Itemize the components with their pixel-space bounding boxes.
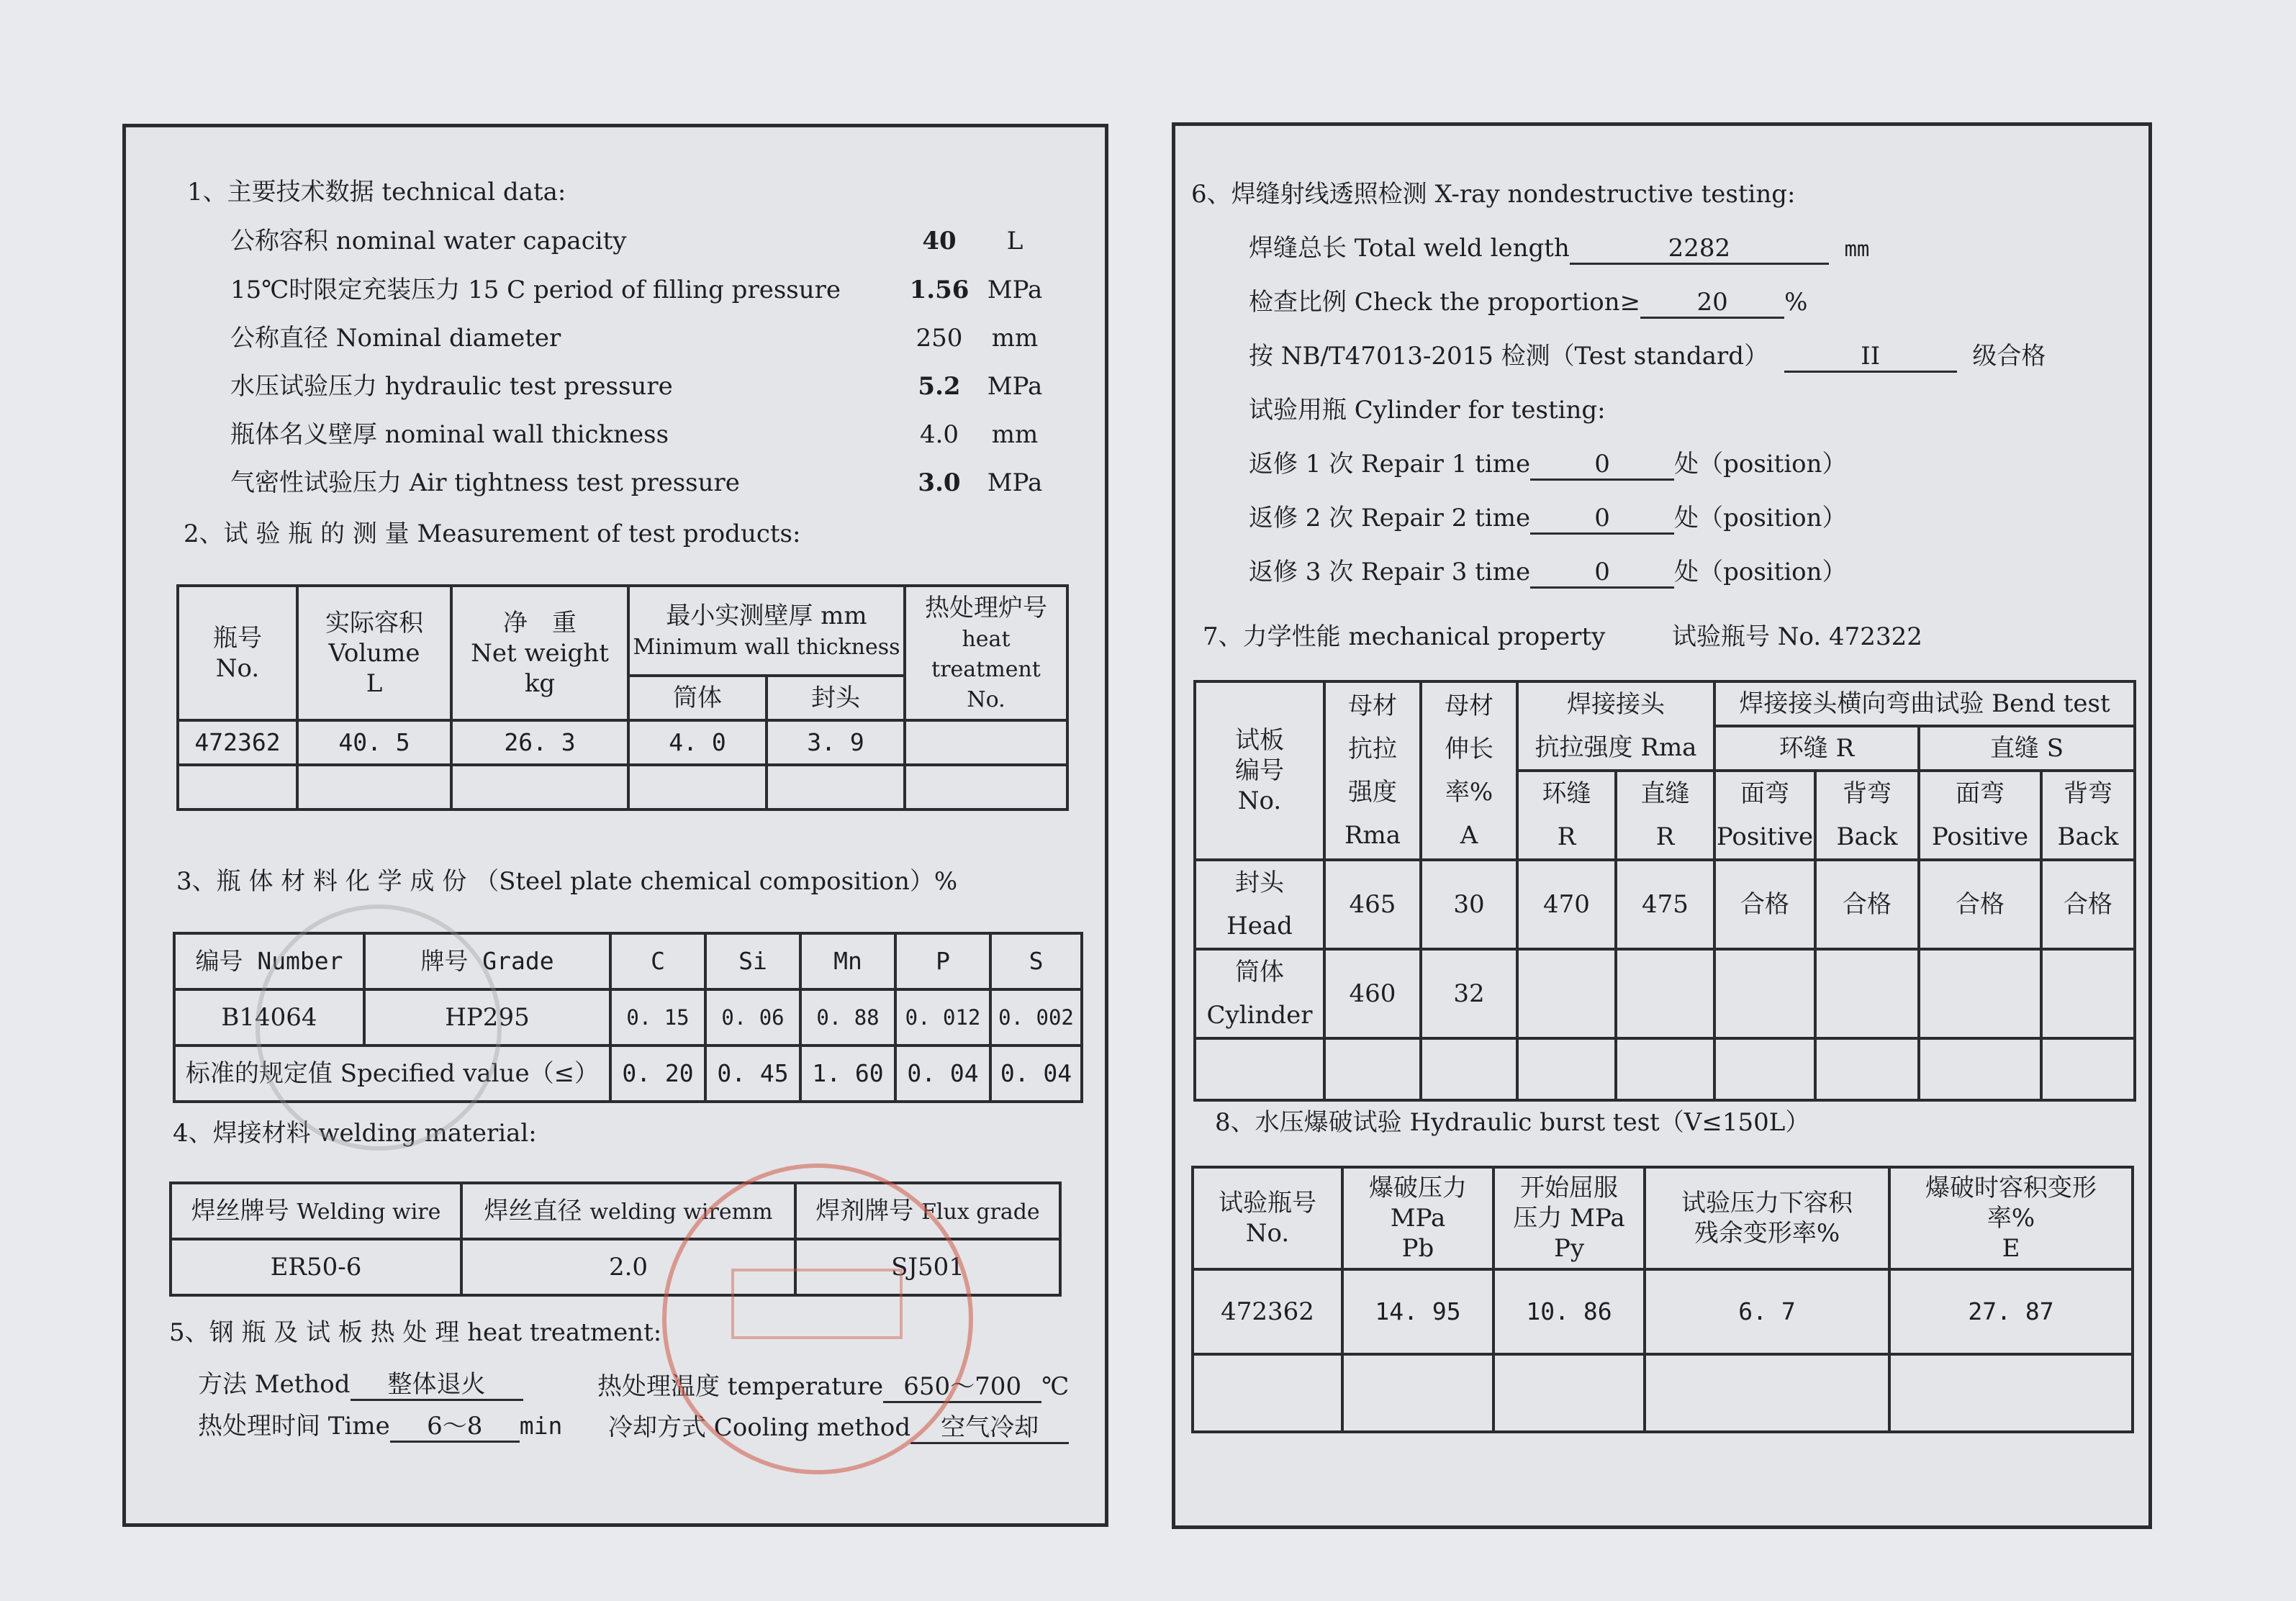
header-diameter: 焊丝直径 welding wiremm [461, 1183, 795, 1239]
tech-value: 40 [922, 227, 957, 255]
repair-suffix: 处（position） [1674, 504, 1847, 532]
section6-heading: 6、焊缝射线透照检测 X-ray nondestructive testing: [1191, 180, 1796, 209]
cell-burst-pressure: 14. 95 [1342, 1269, 1493, 1354]
time-value: 6～8 [390, 1412, 520, 1443]
cell-bottle-no: 472362 [1193, 1269, 1342, 1354]
tech-value: 5.2 [918, 372, 961, 401]
cell-empty [1616, 1038, 1714, 1100]
cell-straight: 475 [1616, 860, 1714, 949]
cell-empty [1517, 1038, 1616, 1100]
cell-empty [297, 765, 451, 809]
repair-row [1249, 558, 1847, 589]
time-label: 热处理时间 Time [198, 1412, 390, 1441]
tech-value: 3.0 [918, 468, 961, 497]
cell-empty [1421, 1038, 1517, 1100]
header-wire: 焊丝牌号 Welding wire [171, 1183, 461, 1239]
weld-length-row [1249, 234, 1869, 265]
cell-c: 0. 15 [610, 989, 705, 1046]
cell-p: 0. 012 [895, 989, 990, 1046]
cell-empty [1195, 1038, 1324, 1100]
table-row [1195, 949, 2135, 1038]
cell-empty [1342, 1354, 1493, 1432]
header-bottle-no: 试验瓶号 No. [1193, 1167, 1342, 1269]
mechanical-table [1193, 680, 2136, 1102]
proportion-value: 20 [1640, 288, 1784, 319]
seal-date-box [731, 1269, 903, 1339]
header-joint-rma: 焊接接头 抗拉强度 Rma [1517, 681, 1714, 771]
time-row [198, 1412, 562, 1443]
weld-length-value: 2282 [1570, 234, 1829, 265]
cylinder-testing-label: 试验用瓶 Cylinder for testing: [1249, 396, 1606, 425]
header-body: 筒体 [628, 676, 767, 720]
cell-heat [905, 720, 1067, 765]
tech-unit: mm [991, 420, 1039, 449]
cell-rma: 460 [1324, 949, 1421, 1038]
bottle-number: 试验瓶号 No. 472322 [1672, 622, 1922, 651]
standard-suffix: 级合格 [1972, 342, 2046, 371]
header-weight: 净 重 Net weight kg [451, 586, 628, 720]
cell-straight-back [2041, 949, 2135, 1038]
cell-residual: 6. 7 [1645, 1269, 1889, 1354]
table-row [1193, 1354, 2133, 1432]
header-s: S [990, 933, 1082, 989]
cell-spec-si: 0. 45 [705, 1046, 800, 1102]
tech-unit: MPa [987, 468, 1043, 497]
header-straight: 直缝 R [1616, 771, 1714, 860]
header-no: 瓶号 No. [178, 586, 297, 720]
header-mn: Mn [800, 933, 895, 989]
header-grade: 牌号 Grade [364, 933, 610, 989]
section5-heading: 5、钢 瓶 及 试 板 热 处 理 heat treatment: [169, 1318, 662, 1347]
repair-label: 返修 1 次 Repair 1 time [1249, 450, 1531, 479]
cell-empty [1815, 1038, 1919, 1100]
cell-si: 0. 06 [705, 989, 800, 1046]
header-yield-pressure: 开始屈服 压力 MPa Py [1493, 1167, 1645, 1269]
header-ring-seam: 环缝 R [1714, 726, 1919, 771]
section2-heading: 2、试 验 瓶 的 测 量 Measurement of test products: [184, 520, 801, 548]
cell-straight-positive [1919, 949, 2041, 1038]
tech-unit: MPa [987, 276, 1043, 304]
cell-empty [1714, 1038, 1815, 1100]
cell-ring-positive [1714, 949, 1815, 1038]
header-straight-seam: 直缝 S [1919, 726, 2135, 771]
repair-suffix: 处（position） [1674, 450, 1847, 479]
cell-empty [1919, 1038, 2041, 1100]
cell-rma: 465 [1324, 860, 1421, 949]
repair-value: 0 [1530, 558, 1674, 589]
repair-label: 返修 3 次 Repair 3 time [1249, 558, 1531, 586]
cell-spec-label: 标准的规定值 Specified value（≤） [174, 1046, 610, 1102]
header-ring-positive: 面弯 Positive [1714, 771, 1815, 860]
method-label: 方法 Method [198, 1370, 351, 1399]
cell-empty [1645, 1354, 1889, 1432]
section3-heading: 3、瓶 体 材 料 化 学 成 份 （Steel plate chemical composition）% [176, 867, 958, 896]
header-min-thickness: 最小实测壁厚 mm Minimum wall thickness [628, 586, 905, 676]
grey-seal-stamp [256, 904, 502, 1151]
cell-no: 472362 [178, 720, 297, 765]
cell-number: B14064 [174, 989, 364, 1046]
cell-ring-positive: 合格 [1714, 860, 1815, 949]
method-value: 整体退火 [351, 1370, 523, 1401]
cell-a: 32 [1421, 949, 1517, 1038]
cell-burst-deformation: 27. 87 [1889, 1269, 2133, 1354]
header-ring-back: 背弯 Back [1815, 771, 1919, 860]
repair-suffix: 处（position） [1674, 558, 1847, 586]
left-page [122, 124, 1108, 1527]
cell-s: 0. 002 [990, 989, 1082, 1046]
section8-heading: 8、水压爆破试验 Hydraulic burst test（V≤150L） [1215, 1108, 1810, 1137]
header-base-rma: 母材 抗拉 强度 Rma [1324, 681, 1421, 860]
header-si: Si [705, 933, 800, 989]
tech-value: 4.0 [919, 420, 959, 449]
time-unit: min [519, 1412, 563, 1440]
proportion-label: 检查比例 Check the proportion≥ [1249, 288, 1641, 317]
cell-empty [2041, 1038, 2135, 1100]
cell-diameter: 2.0 [461, 1239, 795, 1295]
cell-body: 4. 0 [628, 720, 767, 765]
tech-label: 瓶体名义壁厚 nominal wall thickness [230, 420, 669, 449]
repair-row [1249, 450, 1847, 481]
cell-ring-back: 合格 [1815, 860, 1919, 949]
cell-ring [1517, 949, 1616, 1038]
cell-ring-back [1815, 949, 1919, 1038]
section1-heading: 1、主要技术数据 technical data: [187, 178, 566, 207]
measurement-table [176, 584, 1069, 811]
standard-value: II [1784, 342, 1957, 373]
header-base-a: 母材 伸长 率% A [1421, 681, 1517, 860]
cell-a: 30 [1421, 860, 1517, 949]
cell-empty [1193, 1354, 1342, 1432]
cell-spec-mn: 1. 60 [800, 1046, 895, 1102]
cell-volume: 40. 5 [297, 720, 451, 765]
cell-spec-s: 0. 04 [990, 1046, 1082, 1102]
standard-label: 按 NB/T47013-2015 检测（Test standard） [1249, 342, 1769, 371]
cell-mn: 0. 88 [800, 989, 895, 1046]
repair-value: 0 [1530, 504, 1674, 535]
proportion-unit: % [1784, 288, 1808, 317]
tech-label: 水压试验压力 hydraulic test pressure [230, 372, 673, 401]
header-straight-positive: 面弯 Positive [1919, 771, 2041, 860]
weld-length-label: 焊缝总长 Total weld length [1249, 234, 1570, 263]
header-burst-deformation: 爆破时容积变形 率% E [1889, 1167, 2133, 1269]
cooling-label: 冷却方式 Cooling method [608, 1413, 911, 1442]
header-volume: 实际容积 Volume L [297, 586, 451, 720]
right-page [1172, 122, 2152, 1529]
tech-label: 15℃时限定充装压力 15 C period of filling pressure [230, 276, 841, 304]
cell-wire: ER50-6 [171, 1239, 461, 1295]
cell-empty [1324, 1038, 1421, 1100]
repair-value: 0 [1530, 450, 1674, 481]
cell-plate: 封头 Head [1195, 860, 1324, 949]
cooling-value: 空气冷却 [910, 1413, 1069, 1444]
header-p: P [895, 933, 990, 989]
tech-unit: L [1006, 227, 1023, 255]
cell-empty [767, 765, 905, 809]
header-number: 编号 Number [174, 933, 364, 989]
cell-grade: HP295 [364, 989, 610, 1046]
table-row [1195, 1038, 2135, 1100]
cell-empty [451, 765, 628, 809]
standard-row [1249, 342, 2046, 373]
table-row [1195, 860, 2135, 949]
tech-label: 公称容积 nominal water capacity [230, 227, 627, 255]
header-burst-pressure: 爆破压力 MPa Pb [1342, 1167, 1493, 1269]
tech-value: 250 [916, 324, 963, 353]
cell-empty [178, 765, 297, 809]
temperature-value: 650～700 [883, 1372, 1041, 1403]
red-seal-stamp [662, 1164, 973, 1474]
cell-plate: 筒体 Cylinder [1195, 949, 1324, 1038]
header-head: 封头 [767, 676, 905, 720]
cell-spec-c: 0. 20 [610, 1046, 705, 1102]
tech-value: 1.56 [909, 276, 970, 304]
tech-unit: mm [991, 324, 1039, 353]
method-row [198, 1370, 523, 1401]
cell-empty [1493, 1354, 1645, 1432]
section4-heading: 4、焊接材料 welding material: [173, 1119, 537, 1148]
cell-spec-p: 0. 04 [895, 1046, 990, 1102]
header-residual: 试验压力下容积 残余变形率% [1645, 1167, 1889, 1269]
repair-label: 返修 2 次 Repair 2 time [1249, 504, 1531, 532]
header-ring: 环缝 R [1517, 771, 1616, 860]
cell-weight: 26. 3 [451, 720, 628, 765]
repair-row [1249, 504, 1847, 535]
cell-straight-back: 合格 [2041, 860, 2135, 949]
cell-head: 3. 9 [767, 720, 905, 765]
cell-empty [628, 765, 767, 809]
cell-yield-pressure: 10. 86 [1493, 1269, 1645, 1354]
cell-flux: SJ501 [795, 1239, 1060, 1295]
tech-label: 气密性试验压力 Air tightness test pressure [230, 468, 740, 497]
temperature-unit: ℃ [1041, 1372, 1070, 1401]
header-bend-test: 焊接接头横向弯曲试验 Bend test [1714, 681, 2135, 726]
header-heat-no: 热处理炉号 heat treatment No. [905, 586, 1067, 720]
table-row [1193, 1269, 2133, 1354]
section7-heading: 7、力学性能 mechanical property [1203, 622, 1606, 651]
header-c: C [610, 933, 705, 989]
temperature-label: 热处理温度 temperature [597, 1372, 884, 1401]
header-straight-back: 背弯 Back [2041, 771, 2135, 860]
proportion-row [1249, 288, 1807, 319]
burst-test-table [1191, 1166, 2134, 1433]
cell-straight-positive: 合格 [1919, 860, 2041, 949]
header-flux: 焊剂牌号 Flux grade [795, 1183, 1060, 1239]
cell-empty [905, 765, 1067, 809]
cell-empty [1889, 1354, 2133, 1432]
header-plate-no: 试板 编号 No. [1195, 681, 1324, 860]
cell-straight [1616, 949, 1714, 1038]
cell-ring: 470 [1517, 860, 1616, 949]
tech-unit: MPa [987, 372, 1043, 401]
weld-length-unit: mm [1844, 237, 1870, 261]
tech-label: 公称直径 Nominal diameter [230, 324, 561, 353]
